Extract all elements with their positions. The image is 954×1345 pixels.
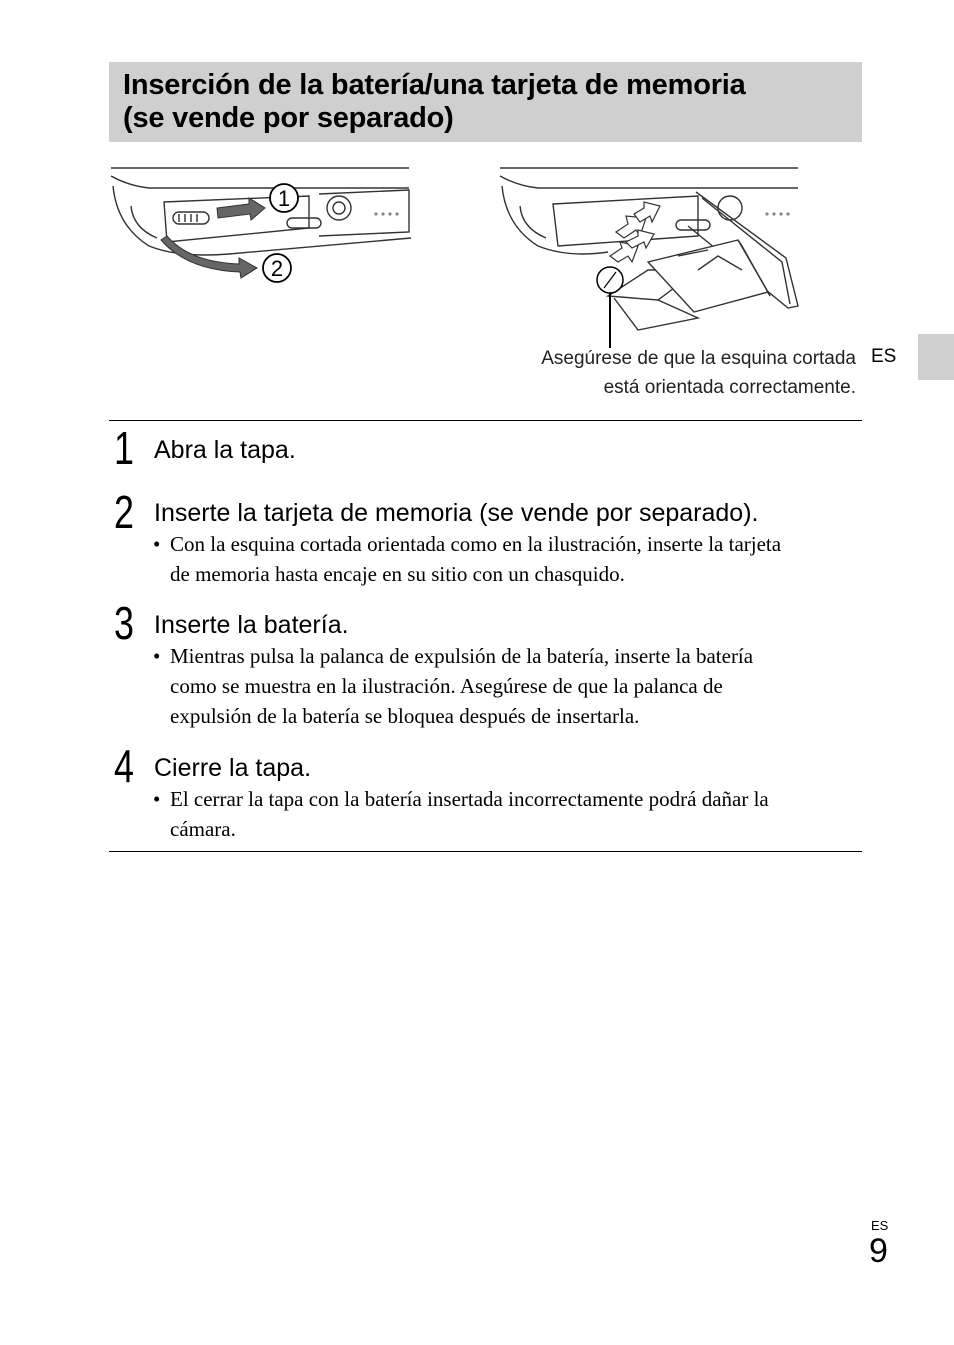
card-corner-marker: [597, 267, 623, 348]
callout-1-badge: [270, 184, 298, 212]
bullet-text: [170, 641, 753, 731]
step-4-bullet-line2: cámara.: [170, 817, 236, 841]
step-2-title: Inserte la tarjeta de memoria (se vende por separado).: [154, 499, 759, 527]
bullet-dot: •: [153, 532, 161, 556]
step-3-number: 3: [114, 597, 134, 649]
bullet-text: [170, 784, 769, 844]
step-4-bullet: [153, 784, 863, 844]
step-4-title: Cierre la tapa.: [154, 754, 312, 782]
card-orientation-caption: [440, 344, 856, 402]
language-thumb-tab: [918, 334, 954, 380]
steps-top-rule: [109, 420, 862, 421]
section-title-box: [109, 62, 862, 142]
callout-2-badge: [263, 254, 291, 282]
step-1-number: 1: [114, 422, 134, 474]
steps-bottom-rule: [109, 851, 862, 852]
step-3-bullet: [153, 641, 863, 731]
language-tab-label: ES: [871, 346, 897, 367]
bullet-text: [170, 529, 781, 589]
open-cover-illustration: [109, 166, 414, 286]
step-2-number: 2: [114, 486, 134, 538]
caption-line2: está orientada correctamente.: [603, 377, 856, 398]
step-1-title: Abra la tapa.: [154, 436, 296, 464]
caption-line1: Asegúrese de que la esquina cortada: [541, 348, 856, 369]
page-title: [123, 69, 848, 135]
step-2-bullet: [153, 529, 863, 589]
step-4-bullet-line1: El cerrar la tapa con la batería insertada incorrectamente podrá dañar la: [170, 787, 769, 811]
step-3-bullet-line2: como se muestra en la ilustración. Asegúrese de que la palanca de: [170, 674, 723, 698]
step-2-bullet-line2: de memoria hasta encaje en su sitio con un chasquido.: [170, 562, 625, 586]
step-2-bullet-line1: Con la esquina cortada orientada como en la ilustración, inserte la tarjeta: [170, 532, 782, 556]
footer-language-label: ES: [871, 1218, 889, 1233]
step-4-number: 4: [114, 740, 134, 792]
bullet-dot: •: [153, 644, 161, 668]
bullet-dot: •: [153, 787, 161, 811]
step-3-title: Inserte la batería.: [154, 611, 349, 639]
callout-1-label: 1: [277, 186, 291, 211]
page-title-line1: Inserción de la batería/una tarjeta de memoria: [123, 69, 746, 101]
page-title-line2: (se vende por separado): [123, 102, 454, 134]
step-3-bullet-line1: Mientras pulsa la palanca de expulsión de la batería, inserte la batería: [170, 644, 754, 668]
callout-2-label: 2: [270, 256, 284, 281]
page-number: 9: [869, 1232, 888, 1270]
insert-card-battery-illustration: [498, 166, 803, 348]
step-3-bullet-line3: expulsión de la batería se bloquea después de insertarla.: [170, 704, 640, 728]
